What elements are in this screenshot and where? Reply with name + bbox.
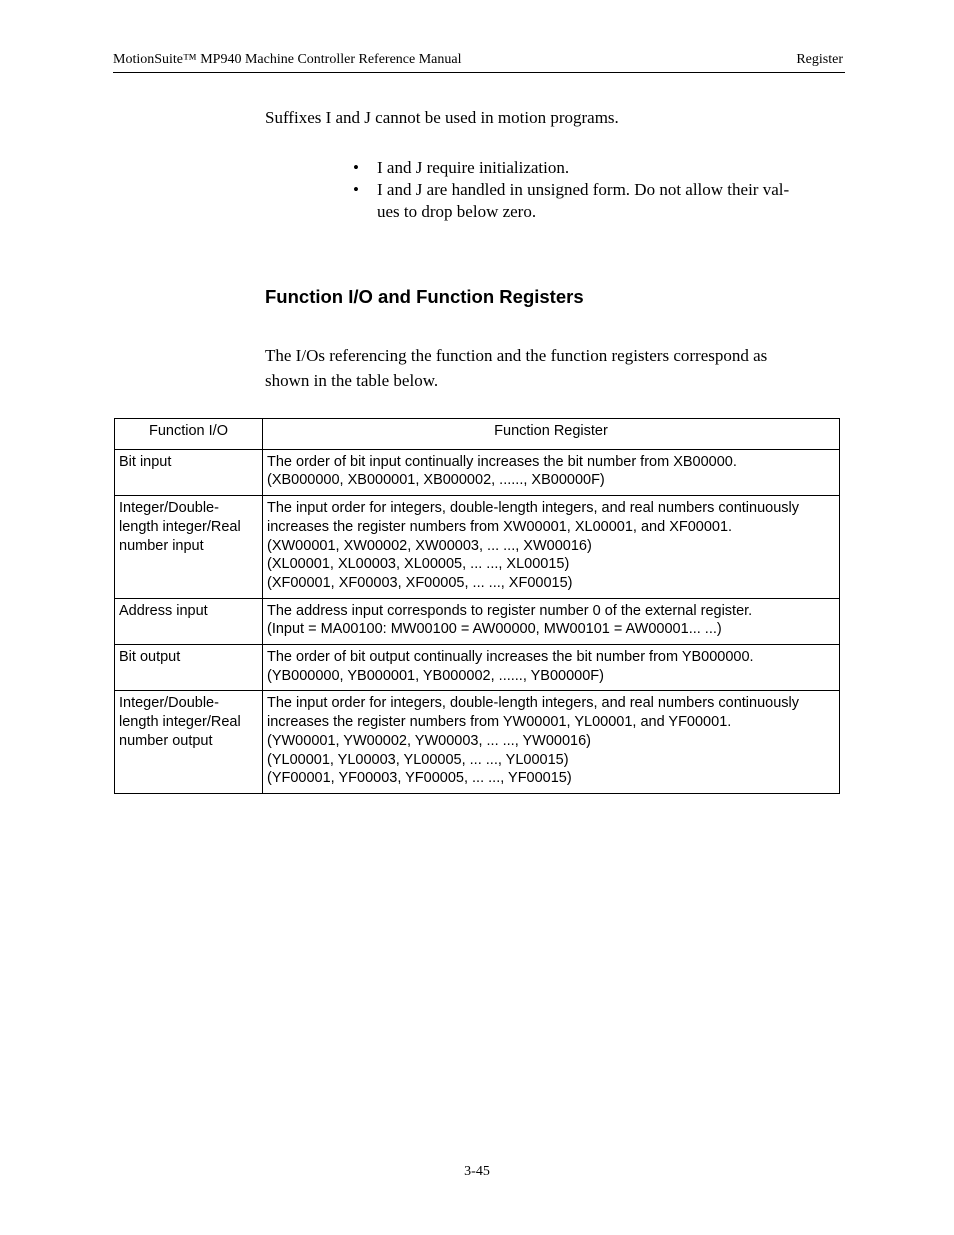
cell-line: (XW00001, XW00002, XW00003, ... ..., XW00016) bbox=[267, 537, 592, 554]
table-row bbox=[115, 691, 840, 794]
bullet-icon: • bbox=[353, 158, 359, 177]
table-row bbox=[115, 449, 840, 495]
bullet-item: • I and J are handled in unsigned form. Do not allow their val- ues to drop below zero. bbox=[353, 180, 790, 221]
cell-line: The order of bit input continually increases the bit number from XB00000. bbox=[267, 453, 737, 470]
function-register-cell bbox=[263, 449, 840, 495]
cell-line: increases the register numbers from YW00001, YL00001, and YF00001. bbox=[267, 714, 732, 731]
column-header-function-io: Function I/O bbox=[115, 419, 263, 450]
cell-line: (YB000000, YB000001, YB000002, ......, YB00000F) bbox=[267, 667, 604, 684]
bullet-list bbox=[353, 157, 843, 223]
cell-line: (XL00001, XL00003, XL00005, ... ..., XL00015) bbox=[267, 556, 570, 573]
function-register-cell bbox=[263, 645, 840, 691]
function-io-cell bbox=[115, 645, 263, 691]
table-row bbox=[115, 645, 840, 691]
bullet-icon: • bbox=[353, 180, 359, 199]
function-io-cell bbox=[115, 598, 263, 644]
section-heading: Function I/O and Function Registers bbox=[265, 286, 584, 307]
cell-line: (Input = MA00100: MW00100 = AW00000, MW00101 = AW00001... ...) bbox=[267, 621, 722, 638]
cell-line: (XF00001, XF00003, XF00005, ... ..., XF00015) bbox=[267, 574, 573, 591]
table-row bbox=[115, 598, 840, 644]
manual-title: MotionSuite™ MP940 Machine Controller Reference Manual bbox=[113, 52, 462, 67]
cell-line: Address input bbox=[119, 602, 208, 619]
table-header-row bbox=[115, 419, 840, 450]
cell-line: The input order for integers, double-length integers, and real numbers continuously bbox=[267, 500, 799, 517]
section-name: Register bbox=[796, 52, 843, 67]
bullet-item: • I and J require initialization. bbox=[353, 158, 570, 177]
cell-line: length integer/Real bbox=[119, 714, 241, 731]
function-io-cell bbox=[115, 449, 263, 495]
cell-line: increases the register numbers from XW00001, XL00001, and XF00001. bbox=[267, 518, 733, 535]
function-io-cell bbox=[115, 496, 263, 599]
cell-line: number output bbox=[119, 732, 213, 749]
function-io-cell bbox=[115, 691, 263, 794]
cell-line: The order of bit output continually increases the bit number from YB000000. bbox=[267, 649, 754, 666]
cell-line: Integer/Double- bbox=[119, 500, 219, 517]
function-register-cell bbox=[263, 691, 840, 794]
cell-line: length integer/Real bbox=[119, 518, 241, 535]
cell-line: Integer/Double- bbox=[119, 695, 219, 712]
cell-line: The address input corresponds to register number 0 of the external register. bbox=[267, 602, 753, 619]
body-paragraph: The I/Os referencing the function and the function registers correspond as shown in the table below. bbox=[265, 346, 768, 390]
function-register-cell bbox=[263, 496, 840, 599]
page-header bbox=[113, 52, 845, 73]
function-register-table bbox=[114, 418, 840, 794]
cell-line: (YF00001, YF00003, YF00005, ... ..., YF00015) bbox=[267, 770, 572, 787]
cell-line: Bit output bbox=[119, 649, 181, 666]
column-header-function-register: Function Register bbox=[263, 419, 840, 450]
cell-line: (YW00001, YW00002, YW00003, ... ..., YW00016) bbox=[267, 732, 592, 749]
function-register-cell bbox=[263, 598, 840, 644]
cell-line: number input bbox=[119, 537, 204, 554]
page-number: 3-45 bbox=[464, 1164, 490, 1179]
cell-line: Bit input bbox=[119, 453, 172, 470]
cell-line: (YL00001, YL00003, YL00005, ... ..., YL00015) bbox=[267, 751, 569, 768]
intro-text: Suffixes I and J cannot be used in motion programs. bbox=[265, 108, 619, 127]
cell-line: The input order for integers, double-length integers, and real numbers continuously bbox=[267, 695, 799, 712]
cell-line: (XB000000, XB000001, XB000002, ......, XB00000F) bbox=[267, 472, 605, 489]
table-row bbox=[115, 496, 840, 599]
